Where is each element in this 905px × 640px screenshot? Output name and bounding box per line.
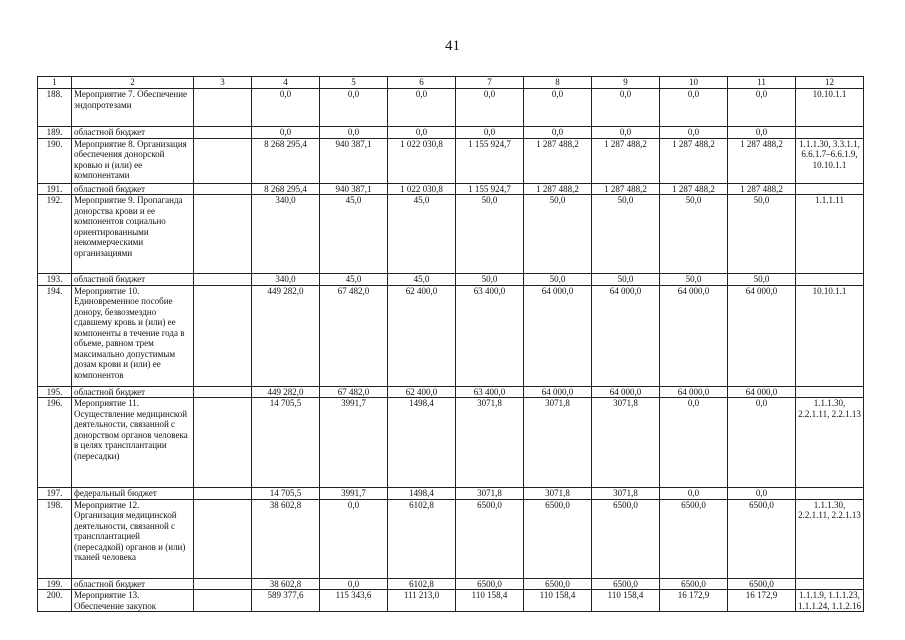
value-cell: 3991,7 <box>320 398 388 488</box>
value-cell: 1 155 924,7 <box>456 183 524 195</box>
value-cell: 0,0 <box>388 89 456 127</box>
value-cell: 3071,8 <box>456 488 524 500</box>
value-cell: 50,0 <box>592 274 660 286</box>
value-cell: 6500,0 <box>456 578 524 590</box>
value-cell: 6500,0 <box>456 499 524 578</box>
row-number-cell: 192. <box>38 195 72 274</box>
table-row <box>38 590 864 612</box>
indicator-code-cell: 10.10.1.1 <box>796 285 864 386</box>
value-cell: 8 268 295,4 <box>252 183 320 195</box>
value-cell: 1 287 488,2 <box>524 183 592 195</box>
value-cell: 63 400,0 <box>456 386 524 398</box>
row-name-cell: Мероприятие 13. Обеспечение закупок <box>72 590 194 612</box>
value-cell: 64 000,0 <box>524 386 592 398</box>
value-cell: 50,0 <box>728 195 796 274</box>
value-cell: 3071,8 <box>524 398 592 488</box>
value-cell: 0,0 <box>660 398 728 488</box>
value-cell: 14 705,5 <box>252 488 320 500</box>
row-name-cell: областной бюджет <box>72 127 194 139</box>
value-cell: 940 387,1 <box>320 183 388 195</box>
value-cell: 16 172,9 <box>660 590 728 612</box>
column-3-cell <box>194 386 252 398</box>
indicator-code-cell <box>796 578 864 590</box>
column-3-cell <box>194 274 252 286</box>
column-header: 3 <box>194 77 252 89</box>
value-cell: 45,0 <box>388 274 456 286</box>
value-cell: 1 022 030,8 <box>388 138 456 183</box>
value-cell: 45,0 <box>388 195 456 274</box>
table-row <box>38 398 864 488</box>
value-cell: 3071,8 <box>592 398 660 488</box>
column-header: 1 <box>38 77 72 89</box>
budget-table <box>37 76 864 612</box>
value-cell: 1 287 488,2 <box>728 183 796 195</box>
row-number-cell: 193. <box>38 274 72 286</box>
row-name-cell: областной бюджет <box>72 578 194 590</box>
value-cell: 50,0 <box>524 274 592 286</box>
column-3-cell <box>194 285 252 386</box>
indicator-code-cell <box>796 274 864 286</box>
row-name-cell: областной бюджет <box>72 274 194 286</box>
value-cell: 64 000,0 <box>592 285 660 386</box>
column-3-cell <box>194 398 252 488</box>
value-cell: 50,0 <box>660 195 728 274</box>
value-cell: 0,0 <box>660 89 728 127</box>
row-name-cell: Мероприятие 9. Пропаганда донорства крови и ее компонентов социально ориентированными некоммерческими организациями <box>72 195 194 274</box>
value-cell: 67 482,0 <box>320 386 388 398</box>
value-cell: 0,0 <box>524 89 592 127</box>
value-cell: 64 000,0 <box>728 386 796 398</box>
table-row <box>38 127 864 139</box>
indicator-code-cell: 10.10.1.1 <box>796 89 864 127</box>
value-cell: 63 400,0 <box>456 285 524 386</box>
row-number-cell: 189. <box>38 127 72 139</box>
table-row <box>38 195 864 274</box>
value-cell: 0,0 <box>388 127 456 139</box>
value-cell: 115 343,6 <box>320 590 388 612</box>
column-3-cell <box>194 195 252 274</box>
value-cell: 111 213,0 <box>388 590 456 612</box>
indicator-code-cell: 1.1.1.30, 2.2.1.11, 2.2.1.13 <box>796 499 864 578</box>
value-cell: 0,0 <box>524 127 592 139</box>
table-row <box>38 285 864 386</box>
value-cell: 50,0 <box>524 195 592 274</box>
value-cell: 0,0 <box>320 89 388 127</box>
column-header: 8 <box>524 77 592 89</box>
value-cell: 64 000,0 <box>660 386 728 398</box>
row-name-cell: Мероприятие 10. Единовременное пособие донору, безвозмездно сдавшему кровь и (или) ее компоненты в течение года в объеме, равном трем максимально допустимым дозам крови и (или) ее компонентов <box>72 285 194 386</box>
value-cell: 940 387,1 <box>320 138 388 183</box>
value-cell: 1 287 488,2 <box>592 138 660 183</box>
table-row <box>38 499 864 578</box>
indicator-code-cell: 1.1.1.9, 1.1.1.23, 1.1.1.24, 1.1.2.16 <box>796 590 864 612</box>
row-name-cell: областной бюджет <box>72 183 194 195</box>
value-cell: 0,0 <box>728 398 796 488</box>
value-cell: 6102,8 <box>388 499 456 578</box>
column-3-cell <box>194 89 252 127</box>
column-3-cell <box>194 127 252 139</box>
table-row <box>38 89 864 127</box>
value-cell: 50,0 <box>456 195 524 274</box>
value-cell: 3071,8 <box>456 398 524 488</box>
value-cell: 8 268 295,4 <box>252 138 320 183</box>
value-cell: 1 287 488,2 <box>592 183 660 195</box>
value-cell: 6102,8 <box>388 578 456 590</box>
row-number-cell: 199. <box>38 578 72 590</box>
value-cell: 589 377,6 <box>252 590 320 612</box>
column-header: 12 <box>796 77 864 89</box>
indicator-code-cell: 1.1.1.30, 3.3.1.1, 6.6.1.7–6.6.1.9, 10.10.1.1 <box>796 138 864 183</box>
value-cell: 110 158,4 <box>592 590 660 612</box>
table-row <box>38 138 864 183</box>
row-name-cell: областной бюджет <box>72 386 194 398</box>
value-cell: 340,0 <box>252 195 320 274</box>
value-cell: 6500,0 <box>660 578 728 590</box>
value-cell: 0,0 <box>252 127 320 139</box>
column-3-cell <box>194 138 252 183</box>
value-cell: 1 287 488,2 <box>524 138 592 183</box>
column-header: 6 <box>388 77 456 89</box>
value-cell: 1 022 030,8 <box>388 183 456 195</box>
row-name-cell: Мероприятие 8. Организация обеспечения донорской кровью и (или) ее компонентами <box>72 138 194 183</box>
value-cell: 6500,0 <box>592 578 660 590</box>
column-header: 7 <box>456 77 524 89</box>
value-cell: 0,0 <box>728 127 796 139</box>
row-name-cell: Мероприятие 12. Организация медицинской деятельности, связанной с трансплантацией (пересадкой) органов и (или) тканей человека <box>72 499 194 578</box>
value-cell: 340,0 <box>252 274 320 286</box>
value-cell: 0,0 <box>320 578 388 590</box>
row-number-cell: 196. <box>38 398 72 488</box>
value-cell: 1 287 488,2 <box>728 138 796 183</box>
value-cell: 45,0 <box>320 195 388 274</box>
table-row <box>38 274 864 286</box>
value-cell: 1 287 488,2 <box>660 138 728 183</box>
value-cell: 64 000,0 <box>728 285 796 386</box>
value-cell: 45,0 <box>320 274 388 286</box>
table-body <box>38 89 864 612</box>
value-cell: 6500,0 <box>524 499 592 578</box>
value-cell: 50,0 <box>660 274 728 286</box>
value-cell: 3071,8 <box>592 488 660 500</box>
value-cell: 0,0 <box>320 499 388 578</box>
page-number: 41 <box>445 38 460 54</box>
value-cell: 449 282,0 <box>252 386 320 398</box>
row-number-cell: 188. <box>38 89 72 127</box>
column-3-cell <box>194 578 252 590</box>
value-cell: 14 705,5 <box>252 398 320 488</box>
column-header: 10 <box>660 77 728 89</box>
indicator-code-cell: 1.1.1.30, 2.2.1.11, 2.2.1.13 <box>796 398 864 488</box>
value-cell: 0,0 <box>252 89 320 127</box>
value-cell: 50,0 <box>456 274 524 286</box>
value-cell: 0,0 <box>728 488 796 500</box>
value-cell: 0,0 <box>660 488 728 500</box>
value-cell: 6500,0 <box>728 499 796 578</box>
value-cell: 0,0 <box>456 89 524 127</box>
value-cell: 110 158,4 <box>456 590 524 612</box>
value-cell: 6500,0 <box>592 499 660 578</box>
value-cell: 38 602,8 <box>252 578 320 590</box>
value-cell: 0,0 <box>728 89 796 127</box>
row-number-cell: 195. <box>38 386 72 398</box>
value-cell: 3991,7 <box>320 488 388 500</box>
table-row <box>38 183 864 195</box>
value-cell: 1498,4 <box>388 488 456 500</box>
table-row <box>38 488 864 500</box>
value-cell: 0,0 <box>320 127 388 139</box>
row-name-cell: Мероприятие 11. Осуществление медицинской деятельности, связанной с донорством органов человека в целях трансплантации (пересадки) <box>72 398 194 488</box>
row-number-cell: 190. <box>38 138 72 183</box>
column-header: 4 <box>252 77 320 89</box>
value-cell: 64 000,0 <box>524 285 592 386</box>
value-cell: 110 158,4 <box>524 590 592 612</box>
indicator-code-cell <box>796 183 864 195</box>
row-name-cell: Мероприятие 7. Обеспечение эндопротезами <box>72 89 194 127</box>
value-cell: 0,0 <box>456 127 524 139</box>
indicator-code-cell <box>796 127 864 139</box>
column-header: 11 <box>728 77 796 89</box>
value-cell: 1 155 924,7 <box>456 138 524 183</box>
value-cell: 67 482,0 <box>320 285 388 386</box>
row-number-cell: 200. <box>38 590 72 612</box>
value-cell: 0,0 <box>660 127 728 139</box>
row-number-cell: 198. <box>38 499 72 578</box>
row-number-cell: 194. <box>38 285 72 386</box>
row-number-cell: 197. <box>38 488 72 500</box>
value-cell: 50,0 <box>592 195 660 274</box>
row-number-cell: 191. <box>38 183 72 195</box>
indicator-code-cell <box>796 386 864 398</box>
value-cell: 449 282,0 <box>252 285 320 386</box>
column-3-cell <box>194 590 252 612</box>
column-header: 9 <box>592 77 660 89</box>
value-cell: 1498,4 <box>388 398 456 488</box>
value-cell: 6500,0 <box>660 499 728 578</box>
column-3-cell <box>194 488 252 500</box>
value-cell: 3071,8 <box>524 488 592 500</box>
value-cell: 38 602,8 <box>252 499 320 578</box>
value-cell: 0,0 <box>592 89 660 127</box>
value-cell: 64 000,0 <box>592 386 660 398</box>
column-header: 5 <box>320 77 388 89</box>
table-row <box>38 578 864 590</box>
row-name-cell: федеральный бюджет <box>72 488 194 500</box>
column-header: 2 <box>72 77 194 89</box>
header-row <box>38 77 864 89</box>
value-cell: 64 000,0 <box>660 285 728 386</box>
column-3-cell <box>194 183 252 195</box>
value-cell: 16 172,9 <box>728 590 796 612</box>
indicator-code-cell: 1.1.1.11 <box>796 195 864 274</box>
value-cell: 0,0 <box>592 127 660 139</box>
value-cell: 6500,0 <box>728 578 796 590</box>
value-cell: 6500,0 <box>524 578 592 590</box>
column-3-cell <box>194 499 252 578</box>
value-cell: 1 287 488,2 <box>660 183 728 195</box>
value-cell: 62 400,0 <box>388 285 456 386</box>
table-row <box>38 386 864 398</box>
value-cell: 62 400,0 <box>388 386 456 398</box>
value-cell: 50,0 <box>728 274 796 286</box>
indicator-code-cell <box>796 488 864 500</box>
